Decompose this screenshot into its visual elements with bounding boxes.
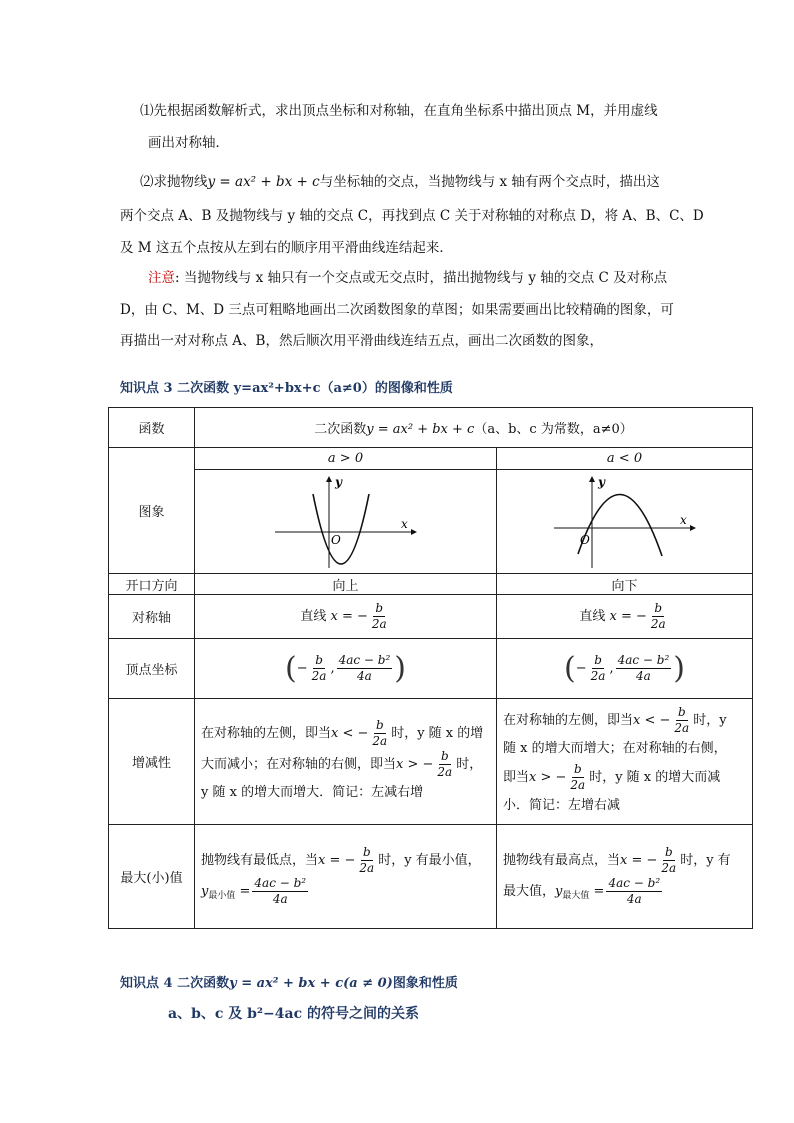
y-arrow	[589, 476, 595, 482]
section-heading-3: 知识点 3 二次函数 y=ax²+bx+c（a≠0）的图像和性质	[120, 381, 453, 396]
case-a-negative: a < 0	[497, 448, 753, 470]
function-post: （a、b、c 为常数，a≠0）	[474, 422, 633, 437]
note-line3: 再描出一对对称点 A、B，然后顺次用平滑曲线连结五点，画出二次函数的图象，	[120, 333, 603, 349]
opening-down: 向下	[497, 574, 753, 595]
step1-line2: 画出对称轴．	[148, 135, 229, 151]
row-opening	[109, 574, 753, 595]
origin-label: O	[579, 532, 590, 547]
parabola-up	[313, 494, 369, 564]
step2-line1	[140, 172, 660, 192]
axis-positive	[195, 595, 497, 639]
step2-line2: 两个交点 A、B 及抛物线与 y 轴的交点 C，再找到点 C 关于对称轴的对称点 D，将 A、B、C、D	[120, 208, 704, 224]
properties-table	[108, 407, 753, 929]
label-opening: 开口方向	[109, 574, 195, 595]
axis-x-label: x	[400, 516, 408, 531]
y-arrow	[326, 476, 332, 482]
label-function: 函数	[109, 408, 195, 448]
step2-line3: 及 M 这五个点按从左到右的顺序用平滑曲线连结起来．	[120, 240, 453, 256]
function-definition	[195, 408, 753, 448]
note-text1: : 当抛物线与 x 轴只有一个交点或无交点时，描出抛物线与 y 轴的交点 C 及对称点	[175, 270, 668, 286]
parabola-down	[578, 494, 662, 556]
subheading-signs: a、b、c 及 b²−4ac 的符号之间的关系	[168, 1006, 419, 1022]
row-vertex	[109, 639, 753, 699]
opening-up: 向上	[195, 574, 497, 595]
vertex-positive: (− $\frac{b}{2a}$ , $\frac{\text{4ac − b²}}{4a}$ )	[195, 639, 497, 699]
axis-x-label: x	[679, 512, 687, 527]
axis-negative	[497, 595, 753, 639]
vertex-negative: (− $\frac{b}{2a}$ , $\frac{\text{4ac − b²}}{4a}$ )	[497, 639, 753, 699]
graph-cell-negative	[497, 470, 753, 574]
function-formula: y = ax² + bx + c	[366, 422, 475, 437]
row-extremum	[109, 825, 753, 929]
fraction-b-2a: $\frac{b}{2a}$	[650, 601, 666, 631]
fraction-b-2a: $\frac{b}{2a}$	[371, 601, 387, 631]
x-arrow	[690, 525, 696, 531]
note-line1	[148, 268, 667, 288]
label-extremum: 最大(小)值	[109, 825, 195, 929]
step2-post: 与坐标轴的交点，当抛物线与 x 轴有两个交点时，描出这	[319, 174, 660, 190]
axis-y-label: y	[597, 474, 605, 489]
monotonicity-negative: 在对称轴的左侧，即当x < − $\frac{b}{2a}$ 时，y 随 x 的增大而增大；在对称轴的右侧， 即当x > − $\frac{b}{2a}$ 时，y 随 x 的增大而减 小．简记：左增右减	[497, 699, 753, 825]
label-axis: 对称轴	[109, 595, 195, 639]
row-axis	[109, 595, 753, 639]
note-label: 注意	[148, 270, 175, 286]
note-line2: D，由 C、M、D 三点可粗略地画出二次函数图象的草图；如果需要画出比较精确的图象，可	[120, 302, 674, 318]
origin-label: O	[330, 532, 341, 547]
row-graphs	[109, 470, 753, 574]
axis-eq: x = −	[609, 609, 647, 624]
row-function	[109, 408, 753, 448]
label-monotonicity: 增减性	[109, 699, 195, 825]
graph-cell-positive	[195, 470, 497, 574]
parabola-up-graph	[271, 474, 421, 570]
section-heading-4: 知识点 4 二次函数y = ax² + bx + c(a ≠ 0)图象和性质	[120, 976, 458, 991]
axis-y-label: y	[334, 474, 342, 489]
step2-formula: y = ax² + bx + c	[207, 174, 320, 190]
step1-line1: ⑴先根据函数解析式，求出顶点坐标和对称轴，在直角坐标系中描出顶点 M，并用虚线	[140, 103, 658, 119]
parabola-down-graph	[550, 474, 700, 570]
monotonicity-positive: 在对称轴的左侧，即当x < − $\frac{b}{2a}$ 时，y 随 x 的增 大而减小；在对称轴的右侧，即当x > − $\frac{b}{2a}$ 时， y 随 x 的增大而增大．简记：左减右增	[195, 699, 497, 825]
x-arrow	[411, 529, 417, 535]
axis-eq: x = −	[330, 609, 368, 624]
row-monotonicity	[109, 699, 753, 825]
case-a-positive: a > 0	[195, 448, 497, 470]
row-cases	[109, 448, 753, 470]
axis-pre: 直线	[579, 609, 606, 624]
label-vertex: 顶点坐标	[109, 639, 195, 699]
label-graph: 图象	[109, 448, 195, 574]
step2-pre: ⑵求抛物线	[140, 174, 208, 190]
function-pre: 二次函数	[314, 422, 367, 437]
extremum-negative: 抛物线有最高点，当x = − $\frac{b}{2a}$ 时，y 有 最大值，$y_{最大值}$ = $\frac{\text{4ac − b²}}{4a}$	[497, 825, 753, 929]
axis-pre: 直线	[300, 609, 327, 624]
extremum-positive: 抛物线有最低点，当x = − $\frac{b}{2a}$ 时，y 有最小值， $y_{最小值}$ = $\frac{\text{4ac − b²}}{4a}$	[195, 825, 497, 929]
